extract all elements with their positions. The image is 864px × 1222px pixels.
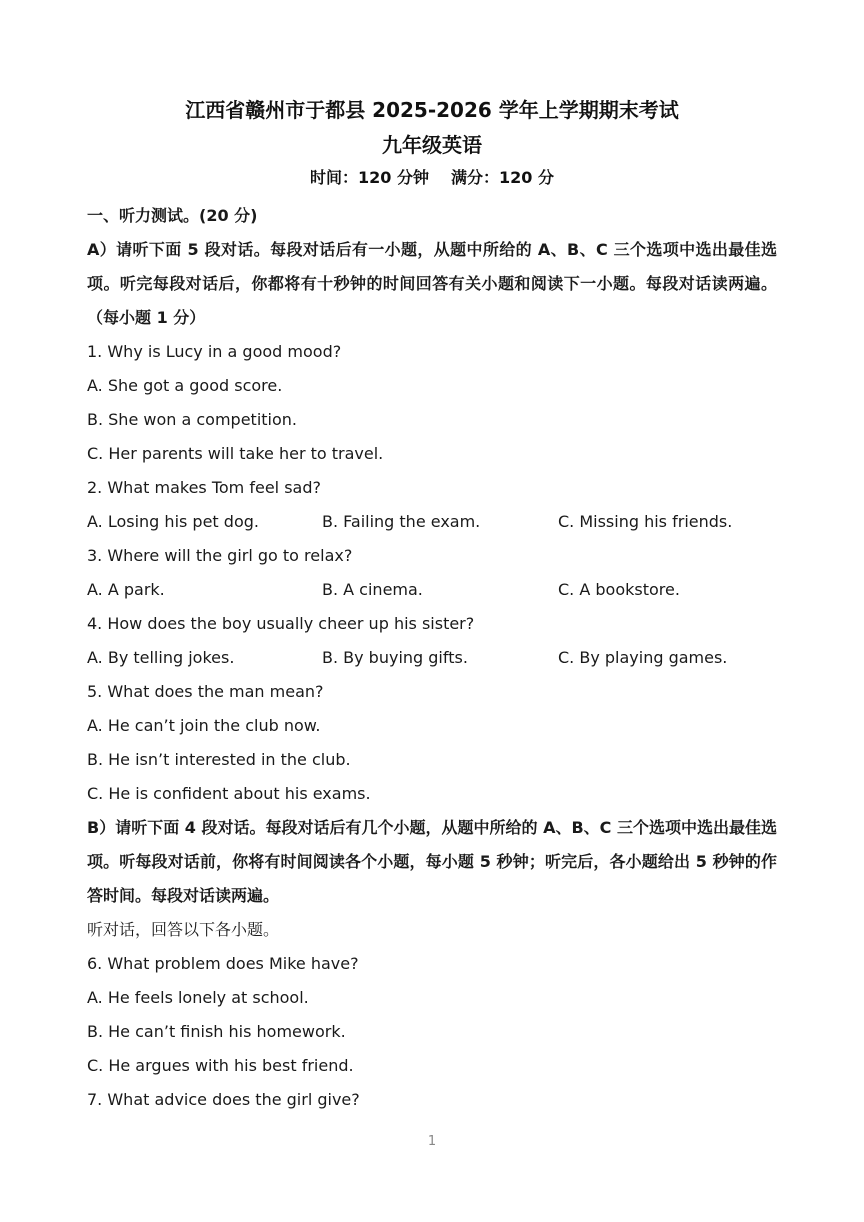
question-5: 5. What does the man mean? — [87, 682, 324, 701]
exam-content — [87, 199, 777, 1117]
option-5c: C. He is confident about his exams. — [87, 784, 371, 803]
question-7: 7. What advice does the girl give? — [87, 1090, 360, 1109]
time-label: 时间：120 分钟 — [310, 168, 429, 187]
question-2: 2. What makes Tom feel sad? — [87, 478, 321, 497]
option-4c: C. By playing games. — [558, 648, 728, 667]
exam-title: 江西省赣州市于都县 2025-2026 学年上学期期末考试 — [185, 98, 679, 122]
exam-info — [0, 165, 864, 188]
part-a-instructions: A）请听下面 5 段对话。每段对话后有一小题，从题中所给的 A、B、C 三个选项中选出最佳选项。听完每段对话后，你都将有十秒钟的时间回答有关小题和阅读下一小题。每段对话读两遍。（每小题 1 分） — [87, 240, 777, 327]
question-4: 4. How does the boy usually cheer up his sister? — [87, 614, 475, 633]
options-row-2 — [87, 505, 777, 539]
question-1: 1. Why is Lucy in a good mood? — [87, 342, 342, 361]
option-3c: C. A bookstore. — [558, 580, 680, 599]
question-3: 3. Where will the girl go to relax? — [87, 546, 353, 565]
page-number: 1 — [427, 1134, 437, 1149]
option-2c: C. Missing his friends. — [558, 512, 733, 531]
option-1a: A. She got a good score. — [87, 376, 283, 395]
option-6b: B. He can’t finish his homework. — [87, 1022, 346, 1041]
option-1b: B. She won a competition. — [87, 410, 297, 429]
part-b-instructions: B）请听下面 4 段对话。每段对话后有几个小题，从题中所给的 A、B、C 三个选项中选出最佳选项。听每段对话前，你将有时间阅读各个小题，每小题 5 秒钟；听完后，各小题给出 5 秒钟的作答时间。每段对话读两遍。 — [87, 818, 777, 905]
option-2b: B. Failing the exam. — [322, 512, 481, 531]
option-4b: B. By buying gifts. — [322, 648, 468, 667]
option-6a: A. He feels lonely at school. — [87, 988, 309, 1007]
option-2a: A. Losing his pet dog. — [87, 512, 259, 531]
option-3a: A. A park. — [87, 580, 165, 599]
option-4a: A. By telling jokes. — [87, 648, 235, 667]
option-5b: B. He isn’t interested in the club. — [87, 750, 351, 769]
score-label: 满分：120 分 — [451, 168, 554, 187]
option-6c: C. He argues with his best friend. — [87, 1056, 354, 1075]
option-5a: A. He can’t join the club now. — [87, 716, 321, 735]
question-6: 6. What problem does Mike have? — [87, 954, 359, 973]
exam-subtitle: 九年级英语 — [382, 133, 482, 157]
part-b-lead: 听对话，回答以下各小题。 — [87, 920, 280, 939]
option-3b: B. A cinema. — [322, 580, 423, 599]
options-row-3 — [87, 573, 777, 607]
section-heading: 一、听力测试。(20 分) — [87, 206, 258, 225]
options-row-4 — [87, 641, 777, 675]
option-1c: C. Her parents will take her to travel. — [87, 444, 384, 463]
